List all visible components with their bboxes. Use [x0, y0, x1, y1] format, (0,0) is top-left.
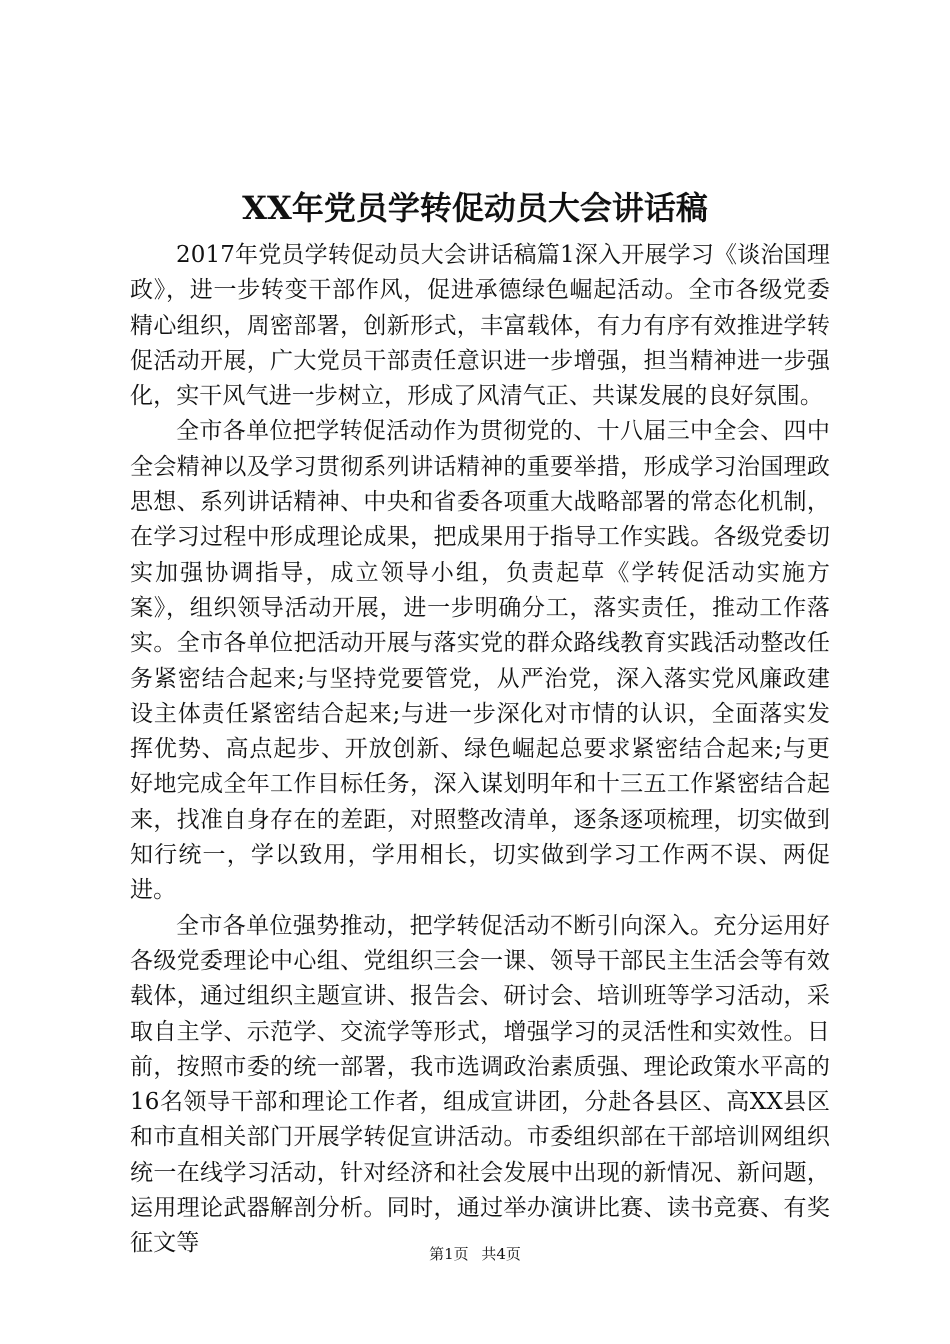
paragraph: 全市各单位强势推动，把学转促活动不断引向深入。充分运用好各级党委理论中心组、党组织三会一课、领导干部民主生活会等有效载体，通过组织主题宣讲、报告会、研讨会、培训班等学习活动，采取自主学、示范学、交流学等形式，增强学习的灵活性和实效性。日前，按照市委的统一部署，我市选调政治素质强、理论政策水平高的16名领导干部和理论工作者，组成宣讲团，分赴各县区、高XX县区和市直相关部门开展学转促宣讲活动。市委组织部在干部培训网组织统一在线学习活动，针对经济和社会发展中出现的新情况、新问题，运用理论武器解剖分析。同时，通过举办演讲比赛、读书竞赛、有奖征文等	[130, 912, 830, 1257]
page-number: 第1页	[429, 1245, 469, 1263]
paragraph: 2017年党员学转促动员大会讲话稿篇1深入开展学习《谈治国理政》，进一步转变干部作风，促进承德绿色崛起活动。全市各级党委精心组织，周密部署，创新形式，丰富载体，有力有序有效推进学转促活动开展，广大党员干部责任意识进一步增强，担当精神进一步强化，实干风气进一步树立，形成了风清气正、共谋发展的良好氛围。	[130, 242, 830, 410]
document-title: XX年党员学转促动员大会讲话稿	[242, 189, 708, 227]
paragraph: 全市各单位把学转促活动作为贯彻党的、十八届三中全会、四中全会精神以及学习贯彻系列讲话精神的重要举措，形成学习治国理政思想、系列讲话精神、中央和省委各项重大战略部署的常态化机制，在学习过程中形成理论成果，把成果用于指导工作实践。各级党委切实加强协调指导，成立领导小组，负责起草《学转促活动实施方案》，组织领导活动开展，进一步明确分工，落实责任，推动工作落实。全市各单位把活动开展与落实党的群众路线教育实践活动整改任务紧密结合起来;与坚持党要管党，从严治党，深入落实党风廉政建设主体责任紧密结合起来;与进一步深化对市情的认识，全面落实发挥优势、高点起步、开放创新、绿色崛起总要求紧密结合起来;与更好地完成全年工作目标任务，深入谋划明年和十三五工作紧密结合起来，找准自身存在的差距，对照整改清单，逐条逐项梳理，切实做到知行统一，学以致用，学用相长，切实做到学习工作两不误、两促进。	[130, 418, 830, 904]
page-footer	[0, 1244, 950, 1264]
document-body	[130, 238, 830, 1262]
page-total: 共4页	[481, 1245, 521, 1263]
